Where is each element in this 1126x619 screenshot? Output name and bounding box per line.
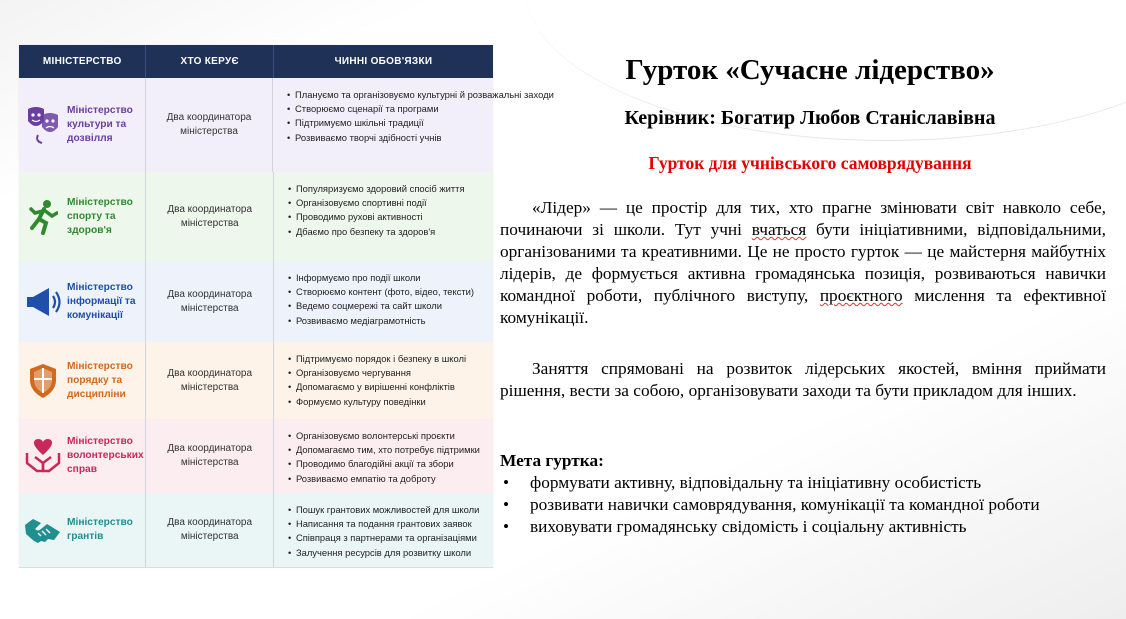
duty-item: • Організовуємо спортивні події	[288, 196, 493, 210]
paragraph-text: «Лідер» — це простір для тих, хто прагне змінювати світ навколо себе, починаючи зі школи. Тут учні	[500, 198, 1106, 239]
table-row	[19, 419, 493, 494]
duty-item: • Ведемо соцмережі та сайт школи	[288, 299, 493, 313]
duty-item: • Допомагаємо тим, хто потребує підтримки	[288, 443, 493, 457]
table-row	[19, 78, 554, 173]
duties-list	[274, 172, 493, 239]
duty-item: • Організовуємо чергування	[288, 366, 493, 380]
ministry-cell	[19, 419, 146, 493]
duty-item: • Розвиваємо емпатію та доброту	[288, 472, 493, 486]
duty-item: • Підтримуємо порядок і безпеку в школі	[288, 352, 493, 366]
ministry-name: Міністерство грантів	[67, 517, 133, 542]
duty-item: • Пошук грантових можливостей для школи	[288, 503, 493, 517]
coordinator-cell	[146, 342, 273, 419]
running-person-icon	[19, 172, 67, 261]
goals-list	[500, 472, 1106, 538]
duties-cell	[274, 261, 493, 342]
ministry-name: Міністерство спорту та здоров'я	[67, 196, 133, 236]
header-ministry: МІНІСТЕРСТВО	[19, 45, 146, 78]
duty-item: • Плануємо та організовуємо культурні й розважальні заходи	[287, 88, 493, 102]
slide-title: Гурток «Сучасне лідерство»	[625, 54, 995, 86]
duty-item: • Створюємо сценарії та програми	[287, 102, 493, 116]
coordinator-text: Два координатора міністерства	[166, 112, 252, 137]
header-who-leads: ХТО КЕРУЄ	[146, 45, 273, 78]
table-header	[19, 45, 493, 78]
duty-item: • Організовуємо волонтерські проєкти	[288, 429, 493, 443]
ministry-cell	[19, 342, 146, 419]
duty-item: • Популяризуємо здоровий спосіб життя	[288, 182, 493, 196]
duty-item: • Створюємо контент (фото, відео, тексти)	[288, 285, 493, 299]
duties-cell	[274, 172, 493, 261]
ministry-cell	[19, 261, 146, 342]
duty-item: • Проводимо рухові активності	[288, 210, 493, 224]
duty-item: • Проводимо благодійні акції та збори	[288, 457, 493, 471]
coordinator-cell	[146, 78, 273, 172]
duty-item: • Підтримуємо шкільні традиції	[287, 116, 493, 130]
coordinator-cell	[146, 172, 273, 261]
duties-list	[274, 419, 493, 486]
duties-cell	[274, 493, 493, 567]
club-subtitle: Гурток для учнівського самоврядування	[648, 153, 972, 173]
ministry-name: Міністерство волонтерських справ	[67, 436, 144, 475]
paragraph-text: бути ініціативними, відповідальними, організованими та креативними. Це не просто гурток — це майстерня майбутніх лідерів, де формується активна громадянська позиція, розвиваються навички командної роботи, публічного виступу,	[500, 220, 1107, 305]
duty-item: • Написання та подання грантових заявок	[288, 517, 493, 531]
paragraph-spellcheck-word: проєктного	[819, 286, 903, 305]
goal-item: • формувати активну, відповідальну та ініціативну особистість	[500, 472, 1106, 494]
duty-item: • Інформуємо про події школи	[288, 271, 493, 285]
handshake-icon	[19, 493, 67, 567]
description-paragraph	[500, 197, 1106, 329]
duty-item: • Формуємо культуру поведінки	[288, 395, 493, 409]
duty-item: • Розвиваємо медіаграмотність	[288, 314, 493, 328]
duties-cell	[274, 342, 493, 419]
coordinator-cell	[146, 419, 273, 493]
goal-heading: Мета гуртка:	[500, 451, 604, 470]
ministry-cell	[19, 172, 146, 261]
coordinator-cell	[146, 493, 273, 567]
theater-masks-icon	[19, 78, 67, 172]
coordinator-text: Два координатора міністерства	[167, 443, 253, 468]
duties-cell	[273, 78, 554, 172]
header-duties: ЧИННІ ОБОВ'ЯЗКИ	[334, 56, 433, 67]
coordinator-text: Два координатора міністерства	[167, 288, 253, 314]
duty-item: • Дбаємо про безпеку та здоров'я	[288, 225, 493, 239]
goal-item: • виховувати громадянську свідомість і соціальну активність	[500, 516, 1106, 538]
ministry-cell	[19, 493, 146, 567]
coordinator-text: Два координатора міністерства	[167, 517, 253, 542]
table-row	[19, 172, 493, 262]
duties-list	[274, 342, 493, 409]
duty-item: • Розвиваємо творчі здібності учнів	[287, 131, 493, 145]
ministry-name: Міністерство інформації та комунікації	[67, 281, 136, 321]
ministry-name: Міністерство порядку та дисципліни	[67, 360, 133, 400]
paragraph-spellcheck-word: вчаться	[751, 220, 807, 239]
coordinator-cell	[146, 261, 273, 342]
duty-item: • Співпраця з партнерами та організаціями	[288, 531, 493, 545]
duty-item: • Залучення ресурсів для розвитку школи	[288, 546, 493, 560]
shield-icon	[19, 342, 67, 419]
duties-list	[274, 493, 493, 560]
coordinator-text: Два координатора міністерства	[167, 203, 253, 229]
table-row	[19, 493, 493, 568]
paragraph-text: мислення та ефективної комунікації.	[500, 286, 1106, 327]
table-row	[19, 342, 493, 420]
heart-hands-icon	[19, 419, 67, 493]
table-row	[19, 261, 493, 343]
megaphone-icon	[19, 261, 67, 342]
duties-list	[274, 261, 493, 328]
ministry-name: Міністерство культури та дозвілля	[67, 105, 133, 144]
activities-paragraph: Заняття спрямовані на розвиток лідерських якостей, вміння приймати рішення, вести за собою, організовувати заходи та бути прикладом для інших.	[500, 359, 1106, 400]
ministry-cell	[19, 78, 146, 172]
leader-name: Керівник: Богатир Любов Станіславівна	[624, 107, 996, 129]
coordinator-text: Два координатора міністерства	[167, 367, 253, 393]
duty-item: • Допомагаємо у вирішенні конфліктів	[288, 380, 493, 394]
duties-list	[273, 78, 554, 145]
goal-item: • розвивати навички самоврядування, комунікації та командної роботи	[500, 494, 1106, 516]
duties-cell	[274, 419, 493, 493]
